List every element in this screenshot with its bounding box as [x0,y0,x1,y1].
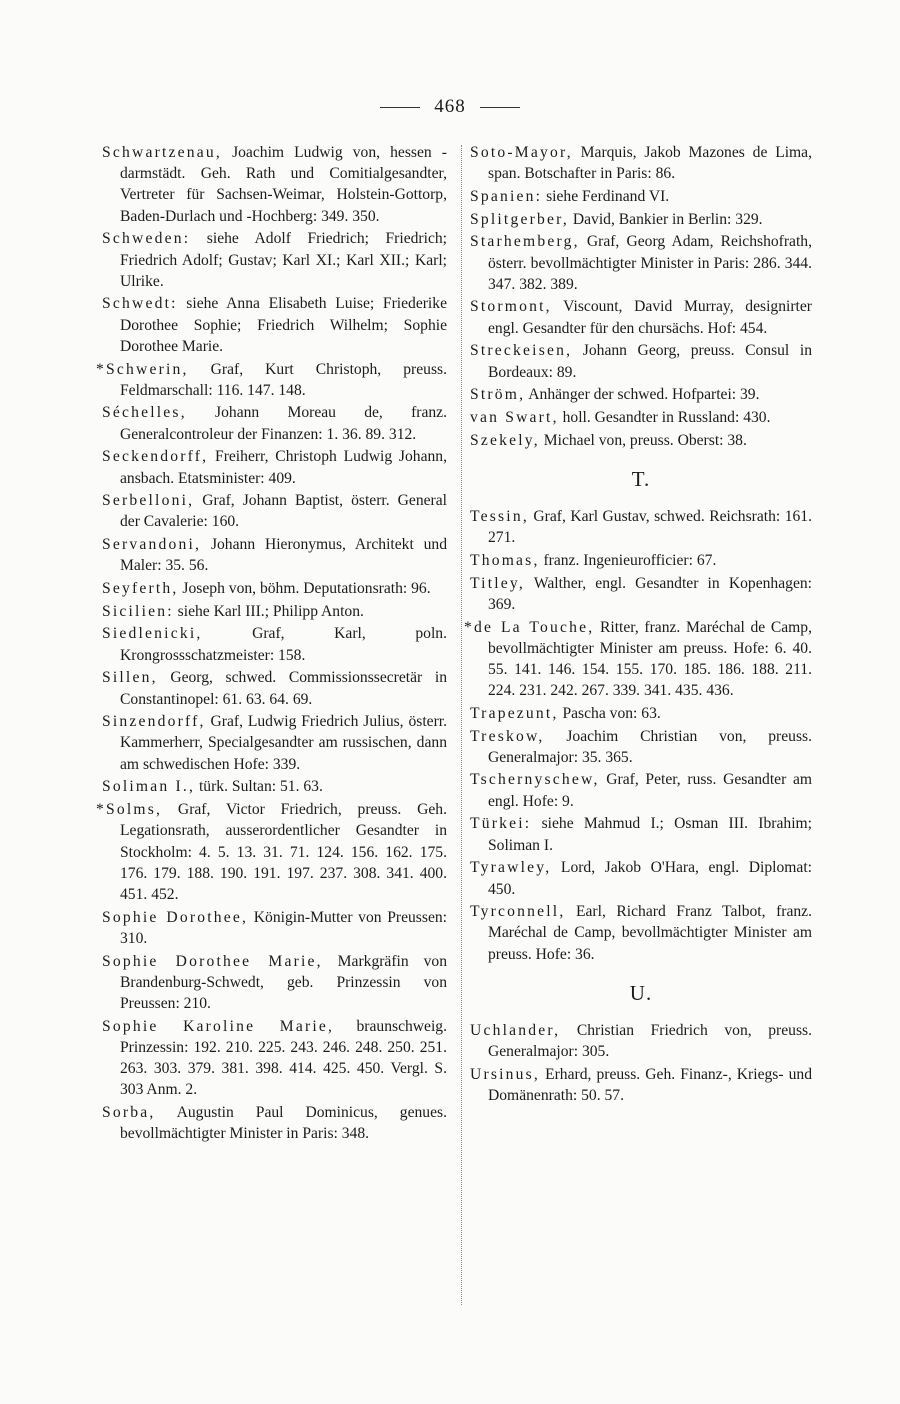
entry-name: Tyrconnell, [470,903,566,921]
index-entry [470,340,812,382]
index-entry [102,142,447,227]
entry-name: Spanien: [470,187,543,205]
section-heading-u: U. [629,980,653,1005]
index-entry [96,799,447,905]
entry-text: Erhard, preuss. Geh. Finanz-, Kriegs- und Domänenrath: 50. 57. [488,1065,812,1105]
entry-name: Treskow, [470,727,545,745]
entry-name: Tessin, [470,508,529,526]
entry-name: *Solms, [96,801,163,819]
index-entry [470,231,812,295]
entry-text: Joachim Christian von, preuss. Generalmajor: 35. 365. [488,727,812,766]
index-entry [470,813,812,855]
entry-name: Splitgerber, [470,210,569,228]
entry-name: Stormont, [470,298,552,316]
entry-name: Ström, [470,386,526,404]
entry-text: David, Bankier in Berlin: 329. [568,210,763,228]
entry-text: Johann Moreau de, franz. Generalcontroleur der Finanzen: 1. 36. 89. 312. [120,404,447,443]
entry-name: Sorba, [102,1103,156,1121]
index-entry [102,601,447,622]
index-entry [96,359,447,401]
entry-text: Graf, Karl Gustav, schwed. Reichsrath: 161. 271. [488,508,812,547]
entry-name: Sophie Dorothee Marie, [102,952,323,970]
index-entry [470,142,812,184]
index-entry [464,617,812,702]
entry-text: siehe Mahmud I.; Osman III. Ibrahim; Soliman I. [488,815,812,854]
entry-name: Thomas, [470,551,540,569]
entry-text: Joseph von, böhm. Deputationsrath: 96. [178,580,431,598]
entry-name: Titley, [470,574,525,592]
index-entry [102,623,447,665]
entry-text: Graf, Victor Friedrich, preuss. Geh. Legationsrath, ausserordentlicher Gesandter in Stockholm: 4. 5. 13. 31. 71. 124. 156. 162. 175. 176. 179. 188. 190. 191. 197. 237. 308. 341. 400. 451. 452. [120,801,447,903]
entry-name: van Swart, [470,408,559,426]
entry-text: braunschweig. Prinzessin: 192. 210. 225. 243. 246. 248. 250. 251. 263. 303. 379. 381. 398. 414. 425. 450. Vergl. S. 303 Anm. 2. [120,1017,448,1099]
entry-text: Königin-Mutter von Preussen: 310. [120,908,447,947]
entry-name: Uchlander, [470,1022,561,1040]
entry-text: Graf, Ludwig Friedrich Julius, österr. Kammerherr, Specialgesandter am russischen, dann am schwedischen Hofe: 339. [120,713,447,773]
entry-name: Sinzendorff, [102,713,206,731]
index-entry [470,1064,812,1106]
left-column [96,142,448,1146]
entry-name: Séchelles, [102,404,187,422]
entry-text: Christian Friedrich von, preuss. Generalmajor: 305. [488,1022,812,1061]
entry-name: Ursinus, [470,1065,541,1083]
index-entry [102,293,447,357]
right-column [464,142,812,1108]
entry-text: Graf, Kurt Christoph, preuss. Feldmarschall: 116. 147. 148. [120,360,447,399]
entry-text: franz. Ingenieurofficier: 67. [539,551,717,569]
entry-name: Sophie Dorothee, [102,908,249,926]
index-entry [102,228,447,292]
entry-name: Serbelloni, [102,492,195,510]
entry-name: Schwedt: [102,295,178,313]
entry-text: siehe Anna Elisabeth Luise; Friederike Dorothee Sophie; Friedrich Wilhelm; Sophie Dorothee Marie. [120,295,447,355]
entry-text: Michael von, preuss. Oberst: 38. [539,431,747,449]
index-entry [470,769,812,811]
index-entry [102,490,447,532]
index-entry [470,703,812,724]
entry-text: Walther, engl. Gesandter in Kopenhagen: 369. [488,574,812,613]
index-entry [102,667,447,709]
index-entry [102,446,447,488]
entry-text: siehe Karl III.; Philipp Anton. [173,602,364,620]
index-entry [470,506,812,548]
entry-text: türk. Sultan: 51. 63. [195,778,323,796]
entry-name: Sicilien: [102,602,174,620]
entry-text: Graf, Peter, russ. Gesandter am engl. Hofe: 9. [488,771,812,810]
index-entry [470,209,812,230]
index-entry [102,776,447,797]
index-entry [470,430,812,451]
entry-text: Graf, Johann Baptist, österr. General der Cavalerie: 160. [120,492,447,531]
entries-u [470,1020,812,1106]
index-entry [470,573,812,615]
index-entry [102,907,447,949]
entry-name: Starhemberg, [470,233,580,251]
entry-name: Türkei: [470,815,532,833]
index-entry [102,578,447,599]
entry-text: Georg, schwed. Commissionssecretär in Constantinopel: 61. 63. 64. 69. [120,669,447,708]
entry-name: Tschernyschew, [470,771,600,789]
entry-text: Freiherr, Christoph Ludwig Johann, ansbach. Etatsminister: 409. [120,448,447,487]
index-entry [102,711,447,775]
entry-name: Seyferth, [102,580,179,598]
entry-name: Schweden: [102,230,191,248]
entry-name: Siedlenicki, [102,625,203,643]
entries-s [470,142,812,451]
entry-name: Seckendorff, [102,448,209,466]
entry-name: Trapezunt, [470,704,559,722]
entry-text: Johann Hieronymus, Architekt und Maler: 35. 56. [120,536,447,575]
entry-text: Augustin Paul Dominicus, genues. bevollmächtigter Minister in Paris: 348. [120,1103,447,1143]
index-entry [470,726,812,768]
entry-name: *de La Touche, [464,618,595,636]
entry-name: Servandoni, [102,536,202,554]
entry-text: Pascha von: 63. [558,704,661,722]
entry-name: Szekely, [470,431,540,449]
entry-text: Marquis, Jakob Mazones de Lima, span. Botschafter in Paris: 86. [488,144,812,183]
entry-text: Ritter, franz. Maréchal de Camp, bevollmächtigter Minister am preuss. Hofe: 6. 40. 55. 141. 146. 154. 155. 170. 185. 186. 188. 211. 224. 231. 242. 267. 339. 341. 435. 436. [488,618,812,700]
entry-name: Streckeisen, [470,342,573,360]
index-entry [470,384,812,405]
entry-text: Joachim Ludwig von, hessen - darmstädt. Geh. Rath und Comitialgesandter, Vertreter für Sachsen-Weimar, Holstein-Gottorp, Baden-Durlach und -Hochberg: 349. 350. [120,144,447,225]
entry-text: Lord, Jakob O'Hara, engl. Diplomat: 450. [488,859,812,898]
entry-text: Earl, Richard Franz Talbot, franz. Maréchal de Camp, bevollmächtigter Minister am preuss. Hofe: 36. [488,903,812,963]
entry-name: Soto-Mayor, [470,144,573,161]
entry-text: siehe Adolf Friedrich; Friedrich; Friedrich Adolf; Gustav; Karl XI.; Karl XII.; Karl; Ulrike. [120,230,447,290]
entry-name: Soliman I., [102,778,196,796]
index-entry [102,1102,447,1144]
header-dash-left [380,107,420,108]
column-divider [461,145,462,1305]
index-entry [102,951,447,1015]
entry-name: *Schwerin, [96,360,189,378]
entry-text: siehe Ferdinand VI. [542,187,670,205]
index-entry [102,534,447,576]
index-entry [470,1020,812,1062]
index-entry [470,186,812,207]
index-entry [102,402,447,444]
entry-text: Anhänger der schwed. Hofpartei: 39. [525,386,760,404]
entry-text: Johann Georg, preuss. Consul in Bordeaux: 89. [488,342,812,381]
index-entry [470,901,812,965]
header-dash-right [480,107,520,108]
entry-text: holl. Gesandter in Russland: 430. [558,408,771,426]
entry-text: Markgräfin von Brandenburg-Schwedt, geb. Prinzessin von Preussen: 210. [120,952,447,1012]
page-header [0,96,900,118]
index-entry [470,857,812,899]
index-entry [470,296,812,338]
page-number: 468 [434,96,466,117]
index-entry [470,550,812,571]
section-heading-t: T. [631,466,651,491]
entry-name: Tyrawley, [470,859,552,877]
entry-name: Sillen, [102,669,158,687]
entries-t [464,506,812,965]
entry-text: Graf, Georg Adam, Reichshofrath, österr. bevollmächtigter Minister in Paris: 286. 344. 347. 382. 389. [488,233,812,293]
index-entry [470,407,812,428]
entry-text: Viscount, David Murray, designirter engl. Gesandter für den chursächs. Hof: 454. [488,298,812,337]
entry-text: Graf, Karl, poln. Krongrossschatzmeister: 158. [120,625,447,664]
index-entry [102,1016,447,1101]
entry-name: Sophie Karoline Marie, [102,1017,335,1035]
entry-name: Schwartzenau, [102,144,222,161]
